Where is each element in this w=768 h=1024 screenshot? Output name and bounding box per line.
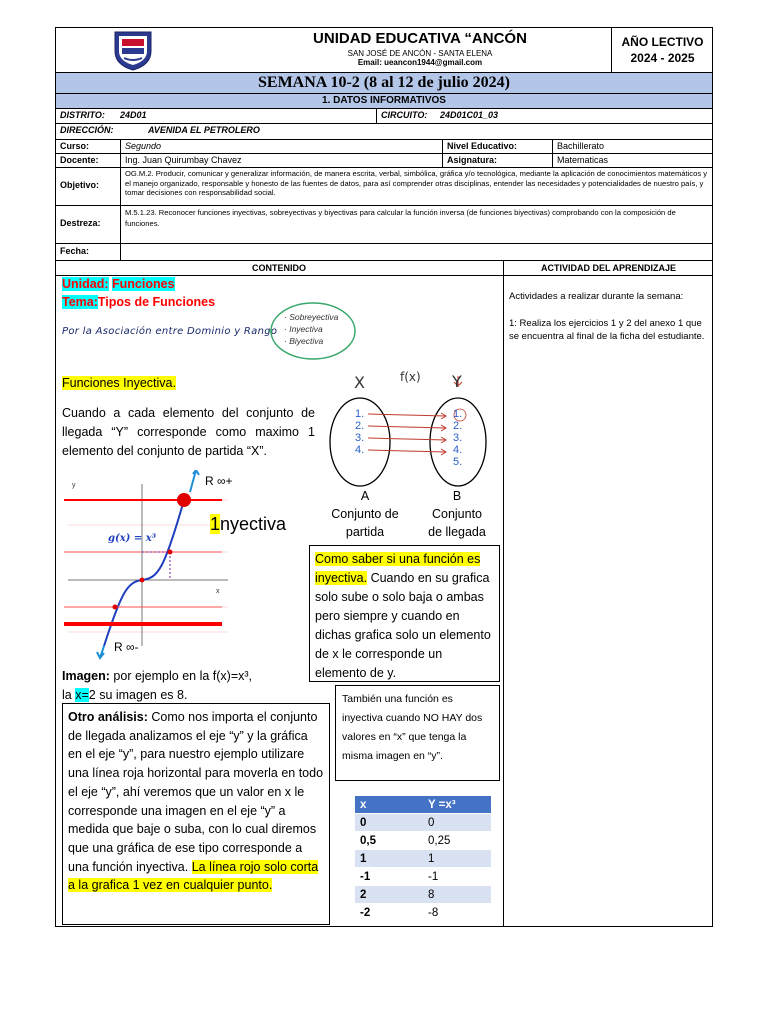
- inyectiva-big-label: 1nyectiva: [210, 514, 287, 534]
- asignatura-label: Asignatura:: [442, 154, 552, 167]
- column-actividad: ACTIVIDAD DEL APRENDIZAJE: [504, 261, 713, 276]
- asignatura-value: Matematicas: [552, 154, 712, 167]
- week-title: SEMANA 10-2 (8 al 12 de julio 2024): [55, 73, 713, 94]
- table-header-cell: Y =x³: [423, 796, 491, 814]
- inyectiva-definition: Cuando a cada elemento del conjunto de llegada “Y” corresponde como maximo 1 elemento del conjunto de partida “X”.: [62, 406, 315, 458]
- graph-axis-x: x: [216, 588, 220, 595]
- curso-value: Segundo: [120, 140, 442, 153]
- school-year-box: [611, 27, 713, 73]
- diagram-f-label: f(x): [400, 370, 421, 384]
- unidad-label: Unidad:: [62, 277, 109, 291]
- inyectiva-title-line: [62, 376, 176, 390]
- circuito-label: CIRCUITO:: [376, 109, 436, 123]
- tema-value: Tipos de Funciones: [97, 295, 216, 309]
- destreza-value: M.5.1.23. Reconocer funciones inyectivas, sobreyectivas y biyectivas para calcular la función inversa (de funciones biyectivas) comprobando con la composición de funciones.: [120, 206, 712, 243]
- fecha-value: [120, 244, 712, 260]
- curso-label: Curso:: [60, 141, 89, 151]
- direccion-label: DIRECCIÓN:: [60, 125, 114, 135]
- como-saber-box: [309, 545, 500, 682]
- info-row-direccion: [55, 124, 713, 140]
- school-block: [230, 30, 610, 67]
- column-contenido: CONTENIDO: [55, 261, 503, 276]
- table-row: 0 0: [355, 814, 491, 832]
- school-year-value: 2024 - 2025: [630, 51, 695, 65]
- objetivo-value: OG.M.2. Producir, comunicar y generalizar información, de manera escrita, verbal, simbólica, gráfica y/o tecnológica, mediante la aplicación de conocimientos matemáticos y el manejo organizado, responsable y honesto de las fuentes de datos, para así comprender otras disciplinas, entender las necesidades y potencialidades de nuestro país, y tomar decisiones con responsabilidad social.: [120, 168, 712, 205]
- nivel-label: Nivel Educativo:: [442, 140, 552, 153]
- section-title: 1. DATOS INFORMATIVOS: [55, 94, 713, 109]
- bubble-list: [284, 311, 338, 347]
- school-name: UNIDAD EDUCATIVA “ANCÓN: [313, 30, 527, 47]
- column-divider: [503, 261, 504, 927]
- cubic-graph: [60, 470, 235, 660]
- info-row-destreza: [55, 206, 713, 244]
- table-row: 0,5 0,25: [355, 832, 491, 850]
- imagen-text: Imagen: por ejemplo en la f(x)=x³, la x=2 su imagen es 8.: [62, 669, 253, 702]
- destreza-label: Destreza:: [60, 218, 101, 228]
- graph-axis-y: y: [72, 482, 76, 489]
- distrito-value: 24D01: [120, 110, 147, 120]
- bubble-item-sobreyectiva: · Sobreyectiva: [284, 312, 339, 322]
- otro-highlight: La línea rojo solo corta a la grafica 1 vez en cualquier punto.: [68, 859, 319, 893]
- fecha-label: Fecha:: [60, 246, 90, 256]
- table-row: -1 -1: [355, 868, 491, 886]
- info-row-fecha: [55, 244, 713, 261]
- table-row: 2 8: [355, 886, 491, 904]
- info-row-distrito: [55, 109, 713, 124]
- otro-text: Como nos importa el conjunto de llegada analizamos el eje “y” y la gráfica en el eje “y”, para nuestro ejemplo utilizare una línea roja horizontal para moverla en todo el eje “y”, ahí veremos que un valor en x le corresponde una imagen en el eje “y” a medida que baje o suba, con lo cual diremos que una gráfica de ese tipo corresponde a una función inyectiva.: [68, 710, 324, 874]
- como-saber-highlight: Como saber si una función es inyectiva.: [315, 552, 481, 585]
- tambien-box: También una función es inyectiva cuando NO HAY dos valores en “x” que tenga la misma imagen en “y”.: [335, 685, 500, 781]
- mapping-diagram: [320, 368, 490, 488]
- table-row: 1 1: [355, 850, 491, 868]
- activity-task: 1: Realiza los ejercicios 1 y 2 del anexo 1 que se encuentra al final de la ficha del estudiante.: [509, 318, 705, 342]
- diagram-right-list: 1. 2. 3. 4. 5.: [453, 408, 463, 468]
- diagram-left-list: 1. 2. 3. 4.: [355, 408, 365, 456]
- objetivo-label: Objetivo:: [60, 180, 100, 190]
- school-year-label: AÑO LECTIVO: [621, 35, 704, 49]
- direccion-value: AVENIDA EL PETROLERO: [148, 125, 260, 135]
- set-b-caption: B Conjunto de llegada: [428, 489, 486, 539]
- tema-line: [62, 295, 215, 309]
- diagram-x-label: X: [354, 373, 365, 392]
- info-row-objetivo: [55, 168, 713, 206]
- table-header-cell: x: [355, 796, 423, 814]
- school-location: SAN JOSÉ DE ANCÓN - SANTA ELENA: [347, 49, 493, 58]
- unidad-line: [62, 277, 175, 291]
- otro-label: Otro análisis:: [68, 710, 148, 724]
- activity-intro: Actividades a realizar durante la semana:: [509, 291, 684, 302]
- graph-bottom-label: R ∞-: [114, 640, 139, 654]
- bubble-item-biyectiva: · Biyectiva: [284, 336, 324, 346]
- como-saber-text: Cuando en su grafica solo sube o solo baja o ambas pero siempre y cuando en dichas grafica solo un elemento de x le corresponde un elemento de y.: [315, 571, 491, 680]
- graph-top-label: R ∞+: [205, 474, 233, 488]
- table-row: -2 -8: [355, 904, 491, 922]
- activity-block: [509, 290, 707, 343]
- docente-label: Docente:: [60, 155, 99, 165]
- set-a-caption: A Conjunto de partida: [331, 489, 399, 539]
- info-row-curso: [55, 140, 713, 154]
- school-email: Email: ueancon1944@gmail.com: [357, 58, 483, 67]
- unidad-value: Funciones: [112, 277, 175, 291]
- bubble-item-inyectiva: · Inyectiva: [284, 324, 323, 334]
- xy-table: [355, 796, 491, 922]
- distrito-label: DISTRITO:: [60, 110, 105, 120]
- docente-value: Ing. Juan Quirumbay Chavez: [120, 154, 442, 167]
- info-row-docente: [55, 154, 713, 168]
- inyectiva-title: Funciones Inyectiva.: [62, 376, 176, 390]
- asociacion-text: Por la Asociación entre Dominio y Rango: [62, 326, 278, 337]
- diagram-y-label: Y: [452, 372, 462, 391]
- school-crest-icon: [110, 29, 156, 71]
- table-header-row: [355, 796, 491, 814]
- circuito-value: 24D01C01_03: [440, 110, 499, 120]
- nivel-value: Bachillerato: [552, 140, 712, 153]
- tema-label: Tema:: [62, 295, 98, 309]
- otro-analisis-box: [62, 703, 330, 925]
- graph-formula: g(x) = x³: [108, 533, 157, 544]
